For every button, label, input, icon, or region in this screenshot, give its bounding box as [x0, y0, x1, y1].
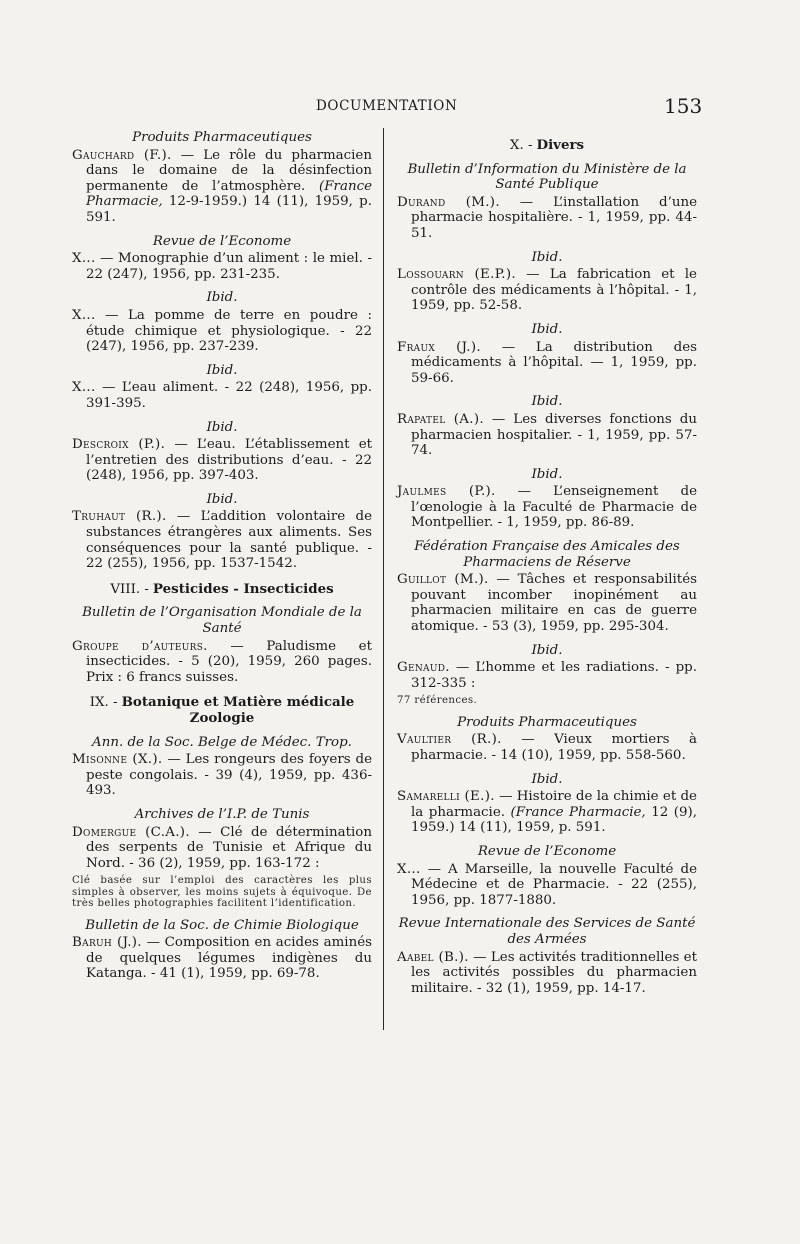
- bibliography-entry: [72, 935, 372, 982]
- entry-author: Rapatel (A.).: [397, 411, 484, 427]
- bibliography-entry: [397, 660, 697, 691]
- bibliography-entry: [397, 340, 697, 387]
- entry-author: X...: [397, 861, 421, 877]
- section-title: Pesticides - Insecticides: [152, 580, 334, 597]
- bibliography-entry: [72, 148, 372, 226]
- page-number: 153: [664, 94, 703, 118]
- source-title: Revue de l’Econome: [152, 233, 292, 249]
- entry-text: — Paludisme et insecticides. - 5 (20), 1959, 260 pages. Prix : 6 francs suisses.: [86, 638, 372, 685]
- source-title: Ibid.: [206, 362, 238, 378]
- entry-italic: (France Pharmacie,: [86, 178, 372, 210]
- entry-text: — Le rôle du pharmacien dans le domaine de la désinfection permanente de l’atmosphère.: [86, 147, 372, 194]
- bibliography-entry: [397, 572, 697, 634]
- source-title: Ibid.: [206, 419, 238, 435]
- bibliography-entry: [72, 825, 372, 872]
- entry-text: — Histoire de la chimie et de la pharmacie.: [411, 789, 697, 820]
- entry-author: Jaulmes (P.).: [397, 484, 496, 500]
- entry-author: X...: [72, 307, 96, 323]
- entry-note: Clé basée sur l’emploi des caractères les plus simples à observer, les moins sujets à équivoque. De très belles photographies facilitent l’identification.: [72, 875, 372, 910]
- bibliography-entry: [72, 437, 372, 484]
- bibliography-entry: [72, 752, 372, 799]
- entry-author: Guillot (M.).: [397, 572, 489, 588]
- entry-author: Misonne (X.).: [72, 752, 163, 768]
- entry-tail: 12 (9), 1959.) 14 (11), 1959, p. 591.: [411, 804, 697, 836]
- bibliography-entry: [72, 509, 372, 571]
- bibliography-entry: [72, 251, 372, 282]
- source-title: Archives de l’I.P. de Tunis: [134, 806, 310, 822]
- source-title: Ibid.: [531, 771, 563, 787]
- bibliography-entry: [397, 862, 697, 909]
- entry-text: — Vieux mortiers à pharmacie. - 14 (10), 1959, pp. 558-560.: [411, 732, 697, 763]
- entry-text: — A Marseille, la nouvelle Faculté de Médecine et de Pharmacie. - 22 (255), 1956, pp. 1877-1880.: [411, 861, 697, 908]
- entry-author: Baruh (J.).: [72, 935, 142, 951]
- source-title: Revue Internationale des Services de Santé des Armées: [398, 916, 696, 947]
- entry-text: — La fabrication et le contrôle des médicaments à l’hôpital. - 1, 1959, pp. 52-58.: [411, 267, 697, 314]
- entry-note: 77 références.: [397, 695, 478, 707]
- entry-author: Vaultier (R.).: [397, 732, 502, 748]
- entry-author: Domergue (C.A.).: [72, 824, 190, 840]
- entry-text: — Les activités traditionnelles et les activités possibles du pharmacien militaire. - 32 (1), 1959, pp. 14-17.: [411, 949, 697, 996]
- entry-text: — L’enseignement de l’œnologie à la Faculté de Pharmacie de Montpellier. - 1, 1959, pp. 86-89.: [411, 484, 698, 531]
- bibliography-entry: [72, 308, 372, 355]
- entry-author: Durand (M.).: [397, 194, 500, 210]
- bibliography-entry: [72, 639, 372, 686]
- entry-text: — L’addition volontaire de substances étrangères aux aliments. Ses conséquences pour la santé publique. - 22 (255), 1956, pp. 1537-1542.: [86, 509, 372, 572]
- source-title: Ibid.: [531, 466, 563, 482]
- bibliography-entry: [397, 732, 697, 763]
- entry-text: — Tâches et responsabilités pouvant incomber inopinément au pharmacien militaire en cas de guerre atomique. - 53 (3), 1959, pp. 295-304.: [411, 572, 697, 635]
- entry-author: Gauchard (F.).: [72, 147, 172, 163]
- left-column: [72, 128, 372, 988]
- source-title: Revue de l’Econome: [477, 843, 617, 859]
- bibliography-entry: [72, 380, 372, 411]
- source-title: Fédération Française des Amicales des Pharmaciens de Réserve: [414, 539, 680, 570]
- source-title: Ibid.: [206, 290, 238, 306]
- section-number: VIII. -: [110, 581, 149, 597]
- running-header: [0, 96, 800, 120]
- right-column: [397, 128, 697, 1002]
- section-number: IX. -: [89, 695, 118, 711]
- entry-author: Genaud.: [397, 660, 450, 676]
- entry-text: — Clé de détermination des serpents de Tunisie et Afrique du Nord. - 36 (2), 1959, pp. 163-172 :: [86, 824, 372, 871]
- entry-text: — La pomme de terre en poudre : étude chimique et physiologique. - 22 (247), 1956, pp. 237-239.: [86, 307, 372, 355]
- entry-author: X...: [72, 251, 96, 267]
- entry-author: Descroix (P.).: [72, 437, 166, 453]
- entry-text: — Les diverses fonctions du pharmacien hospitalier. - 1, 1959, pp. 57-74.: [411, 411, 697, 459]
- source-title: Ibid.: [206, 491, 238, 507]
- entry-author: Fraux (J.).: [397, 339, 481, 355]
- entry-text: — L’eau. L’établissement et l’entretien des distributions d’eau. - 22 (248), 1956, pp. 397-403.: [86, 437, 373, 484]
- section-title: Divers: [536, 137, 585, 153]
- source-title: Ibid.: [531, 321, 563, 337]
- entry-text: — La distribution des médicaments à l’hôpital. — 1, 1959, pp. 59-66.: [411, 339, 698, 386]
- entry-text: — Monographie d’un aliment : le miel. - 22 (247), 1956, pp. 231-235.: [86, 251, 372, 282]
- entry-author: Aabel (B.).: [397, 949, 469, 965]
- source-title: Ann. de la Soc. Belge de Médec. Trop.: [92, 734, 352, 750]
- column-divider: [383, 128, 384, 1030]
- bibliography-entry: [397, 195, 697, 242]
- section-title: Botanique et Matière médicale Zoologie: [121, 694, 355, 726]
- entry-text: — L’installation d’une pharmacie hospitalière. - 1, 1959, pp. 44-51.: [411, 194, 698, 241]
- entry-author: Samarelli (E.).: [397, 789, 495, 805]
- entry-tail: 12-9-1959.) 14 (11), 1959, p. 591.: [86, 194, 372, 225]
- source-title: Produits Pharmaceutiques: [132, 130, 312, 145]
- entry-text: — Composition en acides aminés de quelques légumes indigènes du Katanga. - 41 (1), 1959, pp. 69-78.: [86, 935, 372, 982]
- section-heading: [72, 582, 372, 598]
- entry-author: X...: [72, 380, 96, 396]
- section-heading: [397, 138, 697, 154]
- entry-text: — L’eau aliment. - 22 (248), 1956, pp. 391-395.: [86, 380, 372, 411]
- source-title: Bulletin de la Soc. de Chimie Biologique: [85, 917, 359, 933]
- entry-italic: (France Pharmacie,: [510, 804, 646, 820]
- bibliography-entry: [397, 950, 697, 997]
- source-title: Ibid.: [531, 394, 563, 410]
- bibliography-entry: [397, 484, 697, 531]
- bibliography-entry: [397, 412, 697, 459]
- source-title: Bulletin de l’Organisation Mondiale de la Santé: [82, 605, 362, 637]
- entry-author: Groupe d’auteurs.: [72, 638, 208, 654]
- source-title: Ibid.: [531, 249, 563, 265]
- source-title: Produits Pharmaceutiques: [457, 714, 637, 730]
- header-title: DOCUMENTATION: [316, 98, 458, 114]
- section-heading: [72, 695, 372, 726]
- section-number: X. -: [509, 138, 533, 153]
- source-title: Bulletin d’Information du Ministère de la Santé Publique: [407, 161, 687, 193]
- bibliography-entry: [397, 267, 697, 314]
- entry-author: Lossouarn (E.P.).: [397, 267, 516, 283]
- entry-text: — Les rongeurs des foyers de peste congolais. - 39 (4), 1959, pp. 436-493.: [86, 752, 372, 799]
- entry-text: — L’homme et les radiations. - pp. 312-335 :: [411, 660, 697, 691]
- source-title: Ibid.: [531, 642, 563, 658]
- entry-author: Truhaut (R.).: [72, 509, 167, 525]
- bibliography-entry: [397, 789, 697, 836]
